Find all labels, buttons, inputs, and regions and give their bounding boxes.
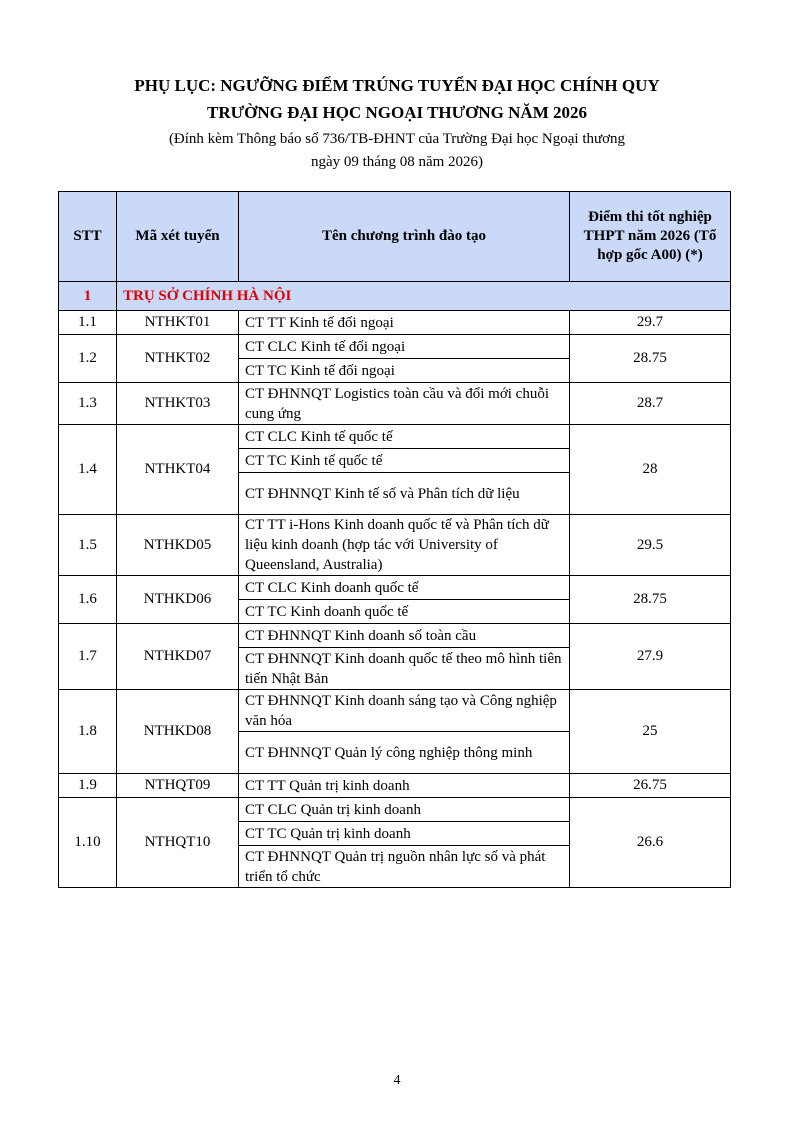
row-score: 29.7 xyxy=(570,311,731,335)
row-stt: 1.5 xyxy=(59,515,117,576)
title-line-2: TRƯỜNG ĐẠI HỌC NGOẠI THƯƠNG NĂM 2026 xyxy=(207,103,587,122)
row-code: NTHKD06 xyxy=(117,576,239,624)
row-stt: 1.4 xyxy=(59,425,117,515)
table-row xyxy=(59,624,731,648)
row-stt: 1.8 xyxy=(59,690,117,774)
row-stt: 1.10 xyxy=(59,798,117,888)
table-row xyxy=(59,515,731,576)
table-row xyxy=(59,798,731,822)
row-program: CT CLC Kinh tế đối ngoại xyxy=(239,335,570,359)
row-score: 29.5 xyxy=(570,515,731,576)
table-body xyxy=(59,282,731,888)
row-score: 25 xyxy=(570,690,731,774)
row-code: NTHQT09 xyxy=(117,774,239,798)
subtitle-line-2: ngày 09 tháng 08 năm 2026) xyxy=(310,154,484,170)
table-row xyxy=(59,576,731,600)
row-score: 26.75 xyxy=(570,774,731,798)
table-row xyxy=(59,383,731,425)
subtitle-line-1: (Đính kèm Thông báo số 736/TB-ĐHNT của Trường Đại học Ngoại thương xyxy=(168,131,626,147)
row-code: NTHKD05 xyxy=(117,515,239,576)
row-program: CT TC Quản trị kinh doanh xyxy=(239,822,570,846)
col-header-program: Tên chương trình đào tạo xyxy=(239,192,570,282)
row-program: CT ĐHNNQT Quản lý công nghiệp thông minh xyxy=(239,732,570,774)
row-score: 26.6 xyxy=(570,798,731,888)
section-row xyxy=(59,282,731,311)
page-number: 4 xyxy=(393,1073,401,1088)
table-header-row xyxy=(59,192,731,282)
row-code: NTHKT01 xyxy=(117,311,239,335)
row-score: 28.75 xyxy=(570,335,731,383)
row-stt: 1.6 xyxy=(59,576,117,624)
row-stt: 1.3 xyxy=(59,383,117,425)
row-score: 28.7 xyxy=(570,383,731,425)
row-code: NTHKT04 xyxy=(117,425,239,515)
section-name: TRỤ SỞ CHÍNH HÀ NỘI xyxy=(117,282,731,311)
col-header-score: Điểm thi tốt nghiệp THPT năm 2026 (Tổ hợp gốc A00) (*) xyxy=(570,192,731,282)
row-program: CT ĐHNNQT Kinh doanh sáng tạo và Công nghiệp văn hóa xyxy=(239,690,570,732)
row-program: CT CLC Kinh tế quốc tế xyxy=(239,425,570,449)
row-program: CT TT Kinh tế đối ngoại xyxy=(239,311,570,335)
table-row xyxy=(59,335,731,359)
row-score: 27.9 xyxy=(570,624,731,690)
row-code: NTHKT03 xyxy=(117,383,239,425)
row-code: NTHKD08 xyxy=(117,690,239,774)
title-line-1: PHỤ LỤC: NGƯỠNG ĐIỂM TRÚNG TUYỂN ĐẠI HỌC CHÍNH QUY xyxy=(134,76,660,95)
row-program: CT TC Kinh tế quốc tế xyxy=(239,449,570,473)
row-program: CT TT i-Hons Kinh doanh quốc tế và Phân tích dữ liệu kinh doanh (hợp tác với University of Queensland, Australia) xyxy=(239,515,570,576)
row-score: 28.75 xyxy=(570,576,731,624)
row-program: CT ĐHNNQT Kinh doanh số toàn cầu xyxy=(239,624,570,648)
row-stt: 1.2 xyxy=(59,335,117,383)
row-program: CT TT Quản trị kinh doanh xyxy=(239,774,570,798)
row-program: CT ĐHNNQT Logistics toàn cầu và đổi mới chuỗi cung ứng xyxy=(239,383,570,425)
row-program: CT ĐHNNQT Quản trị nguồn nhân lực số và phát triển tổ chức xyxy=(239,846,570,888)
row-program: CT TC Kinh tế đối ngoại xyxy=(239,359,570,383)
table-row xyxy=(59,311,731,335)
row-program: CT ĐHNNQT Kinh doanh quốc tế theo mô hình tiên tiến Nhật Bản xyxy=(239,648,570,690)
row-stt: 1.9 xyxy=(59,774,117,798)
row-program: CT TC Kinh doanh quốc tế xyxy=(239,600,570,624)
admission-score-table xyxy=(58,191,731,888)
row-program: CT ĐHNNQT Kinh tế số và Phân tích dữ liệu xyxy=(239,473,570,515)
row-code: NTHKD07 xyxy=(117,624,239,690)
table-row xyxy=(59,774,731,798)
section-stt: 1 xyxy=(59,282,117,311)
table-row xyxy=(59,690,731,732)
row-program: CT CLC Quản trị kinh doanh xyxy=(239,798,570,822)
table-row xyxy=(59,425,731,449)
col-header-stt: STT xyxy=(59,192,117,282)
row-stt: 1.1 xyxy=(59,311,117,335)
row-program: CT CLC Kinh doanh quốc tế xyxy=(239,576,570,600)
row-code: NTHQT10 xyxy=(117,798,239,888)
row-score: 28 xyxy=(570,425,731,515)
document-header xyxy=(0,72,794,174)
col-header-code: Mã xét tuyển xyxy=(117,192,239,282)
row-code: NTHKT02 xyxy=(117,335,239,383)
row-stt: 1.7 xyxy=(59,624,117,690)
